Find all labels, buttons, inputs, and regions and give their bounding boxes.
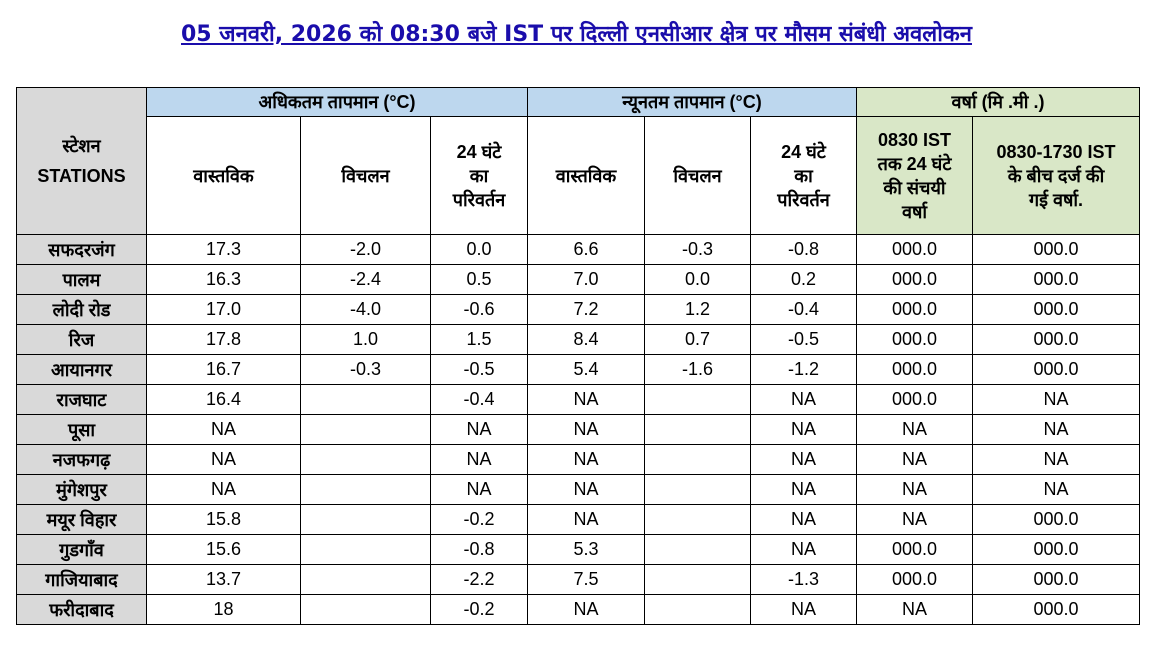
cell-max-dev: -0.3: [301, 355, 431, 385]
cell-min-change: -1.2: [751, 355, 857, 385]
cell-max-actual: 15.8: [147, 505, 301, 535]
cell-rain-day: 000.0: [973, 295, 1140, 325]
cell-min-actual: 7.0: [528, 265, 645, 295]
station-name: फरीदाबाद: [17, 595, 147, 625]
header-line: 24 घंटे: [781, 141, 826, 162]
cell-min-dev: [645, 385, 751, 415]
min-change-header: [751, 117, 857, 235]
cell-max-dev: -2.0: [301, 235, 431, 265]
min-actual-header: वास्तविक: [528, 117, 645, 235]
cell-rain-day: 000.0: [973, 265, 1140, 295]
cell-min-actual: 8.4: [528, 325, 645, 355]
header-line: तक 24 घंटे: [877, 153, 952, 174]
station-name: मुंगेशपुर: [17, 475, 147, 505]
station-column-header: [17, 88, 147, 235]
table-row: [17, 415, 1140, 445]
cell-max-dev: -4.0: [301, 295, 431, 325]
header-line: गई वर्षा.: [1028, 189, 1084, 210]
cell-rain-day: 000.0: [973, 325, 1140, 355]
table-row: [17, 385, 1140, 415]
cell-max-dev: [301, 535, 431, 565]
cell-min-actual: NA: [528, 415, 645, 445]
cell-rain-cum: 000.0: [857, 265, 973, 295]
cell-min-actual: 7.2: [528, 295, 645, 325]
cell-max-change: NA: [431, 445, 528, 475]
cell-min-change: -1.3: [751, 565, 857, 595]
station-header-hindi: स्टेशन: [62, 136, 101, 156]
cell-max-dev: [301, 505, 431, 535]
cell-max-dev: [301, 475, 431, 505]
table-row: [17, 535, 1140, 565]
station-name: सफदरजंग: [17, 235, 147, 265]
header-line: 0830-1730 IST: [996, 141, 1116, 162]
cell-min-dev: 0.7: [645, 325, 751, 355]
cell-max-dev: [301, 565, 431, 595]
cell-rain-day: NA: [973, 385, 1140, 415]
table-row: [17, 235, 1140, 265]
table-row: [17, 475, 1140, 505]
cell-max-actual: 16.7: [147, 355, 301, 385]
weather-observation-table: [16, 87, 1140, 625]
cell-max-change: -0.6: [431, 295, 528, 325]
rain-cumulative-header: [857, 117, 973, 235]
cell-min-dev: [645, 535, 751, 565]
cell-min-dev: [645, 475, 751, 505]
station-name: आयानगर: [17, 355, 147, 385]
cell-max-change: 0.5: [431, 265, 528, 295]
cell-max-change: NA: [431, 475, 528, 505]
cell-min-dev: [645, 445, 751, 475]
cell-max-actual: NA: [147, 475, 301, 505]
cell-rain-day: NA: [973, 415, 1140, 445]
cell-rain-cum: 000.0: [857, 565, 973, 595]
station-name: गुडगाँव: [17, 535, 147, 565]
header-line: वर्षा: [901, 201, 928, 222]
cell-min-dev: -1.6: [645, 355, 751, 385]
cell-rain-day: 000.0: [973, 595, 1140, 625]
cell-min-actual: 7.5: [528, 565, 645, 595]
table-body: [17, 235, 1140, 625]
header-line: की संचयी: [883, 177, 946, 198]
station-name: लोदी रोड: [17, 295, 147, 325]
cell-min-change: -0.8: [751, 235, 857, 265]
station-name: मयूर विहार: [17, 505, 147, 535]
cell-rain-day: 000.0: [973, 565, 1140, 595]
cell-rain-day: 000.0: [973, 235, 1140, 265]
cell-rain-cum: NA: [857, 595, 973, 625]
station-name: पालम: [17, 265, 147, 295]
cell-max-actual: 18: [147, 595, 301, 625]
cell-max-actual: 15.6: [147, 535, 301, 565]
cell-min-actual: NA: [528, 505, 645, 535]
cell-max-change: -0.2: [431, 595, 528, 625]
cell-min-change: -0.5: [751, 325, 857, 355]
cell-min-actual: NA: [528, 385, 645, 415]
cell-max-change: 0.0: [431, 235, 528, 265]
table-row: [17, 295, 1140, 325]
cell-max-change: -0.4: [431, 385, 528, 415]
header-line: परिवर्तन: [452, 189, 506, 210]
cell-max-change: -0.8: [431, 535, 528, 565]
cell-min-change: NA: [751, 385, 857, 415]
min-deviation-header: विचलन: [645, 117, 751, 235]
cell-min-actual: 5.3: [528, 535, 645, 565]
cell-rain-cum: 000.0: [857, 355, 973, 385]
header-line: 24 घंटे: [456, 141, 502, 162]
cell-min-actual: 5.4: [528, 355, 645, 385]
cell-rain-cum: NA: [857, 415, 973, 445]
cell-rain-day: NA: [973, 445, 1140, 475]
cell-min-dev: [645, 565, 751, 595]
station-header-english: STATIONS: [37, 166, 126, 186]
table-row: [17, 445, 1140, 475]
cell-max-actual: NA: [147, 415, 301, 445]
cell-min-change: NA: [751, 415, 857, 445]
cell-rain-cum: NA: [857, 505, 973, 535]
min-temp-group-header: न्यूनतम तापमान (°C): [528, 88, 857, 117]
cell-min-actual: 6.6: [528, 235, 645, 265]
cell-min-change: 0.2: [751, 265, 857, 295]
station-name: नजफगढ़: [17, 445, 147, 475]
cell-max-actual: 17.0: [147, 295, 301, 325]
station-name: रिज: [17, 325, 147, 355]
cell-max-actual: NA: [147, 445, 301, 475]
page-title[interactable]: 05 जनवरी, 2026 को 08:30 बजे IST पर दिल्ली एनसीआर क्षेत्र पर मौसम संबंधी अवलोकन: [181, 22, 972, 47]
cell-max-change: NA: [431, 415, 528, 445]
cell-max-dev: [301, 595, 431, 625]
table-row: [17, 355, 1140, 385]
cell-min-change: NA: [751, 445, 857, 475]
cell-rain-cum: NA: [857, 445, 973, 475]
cell-min-change: NA: [751, 505, 857, 535]
cell-rain-cum: 000.0: [857, 535, 973, 565]
cell-max-change: 1.5: [431, 325, 528, 355]
header-line: का: [469, 165, 489, 186]
cell-rain-day: 000.0: [973, 505, 1140, 535]
table-row: [17, 565, 1140, 595]
rainfall-group-header: वर्षा (मि .मी .): [857, 88, 1140, 117]
cell-rain-cum: 000.0: [857, 385, 973, 415]
cell-max-change: -0.5: [431, 355, 528, 385]
header-line: के बीच दर्ज की: [1007, 165, 1105, 186]
station-name: गाजियाबाद: [17, 565, 147, 595]
max-temp-group-header: अधिकतम तापमान (°C): [147, 88, 528, 117]
cell-min-actual: NA: [528, 475, 645, 505]
table-row: [17, 325, 1140, 355]
table-row: [17, 505, 1140, 535]
cell-min-actual: NA: [528, 445, 645, 475]
station-name: पूसा: [17, 415, 147, 445]
cell-min-dev: 1.2: [645, 295, 751, 325]
header-line: परिवर्तन: [777, 189, 830, 210]
cell-max-actual: 17.8: [147, 325, 301, 355]
cell-max-actual: 13.7: [147, 565, 301, 595]
cell-max-change: -2.2: [431, 565, 528, 595]
table-row: [17, 595, 1140, 625]
cell-max-dev: [301, 385, 431, 415]
cell-max-dev: [301, 415, 431, 445]
cell-min-dev: [645, 415, 751, 445]
cell-min-change: -0.4: [751, 295, 857, 325]
cell-min-dev: 0.0: [645, 265, 751, 295]
cell-max-actual: 16.3: [147, 265, 301, 295]
cell-min-dev: [645, 505, 751, 535]
cell-max-dev: 1.0: [301, 325, 431, 355]
cell-min-change: NA: [751, 535, 857, 565]
cell-rain-day: 000.0: [973, 355, 1140, 385]
cell-min-change: NA: [751, 595, 857, 625]
cell-max-actual: 17.3: [147, 235, 301, 265]
cell-min-dev: -0.3: [645, 235, 751, 265]
cell-max-dev: -2.4: [301, 265, 431, 295]
cell-min-actual: NA: [528, 595, 645, 625]
cell-rain-day: 000.0: [973, 535, 1140, 565]
cell-rain-cum: 000.0: [857, 325, 973, 355]
header-line: का: [794, 165, 813, 186]
header-line: 0830 IST: [877, 129, 952, 150]
cell-max-change: -0.2: [431, 505, 528, 535]
rain-daytime-header: [973, 117, 1140, 235]
table-row: [17, 265, 1140, 295]
station-name: राजघाट: [17, 385, 147, 415]
cell-rain-cum: 000.0: [857, 235, 973, 265]
cell-min-dev: [645, 595, 751, 625]
cell-rain-cum: 000.0: [857, 295, 973, 325]
cell-rain-day: NA: [973, 475, 1140, 505]
max-actual-header: वास्तविक: [147, 117, 301, 235]
cell-max-actual: 16.4: [147, 385, 301, 415]
max-deviation-header: विचलन: [301, 117, 431, 235]
cell-min-change: NA: [751, 475, 857, 505]
max-change-header: [431, 117, 528, 235]
cell-rain-cum: NA: [857, 475, 973, 505]
cell-max-dev: [301, 445, 431, 475]
